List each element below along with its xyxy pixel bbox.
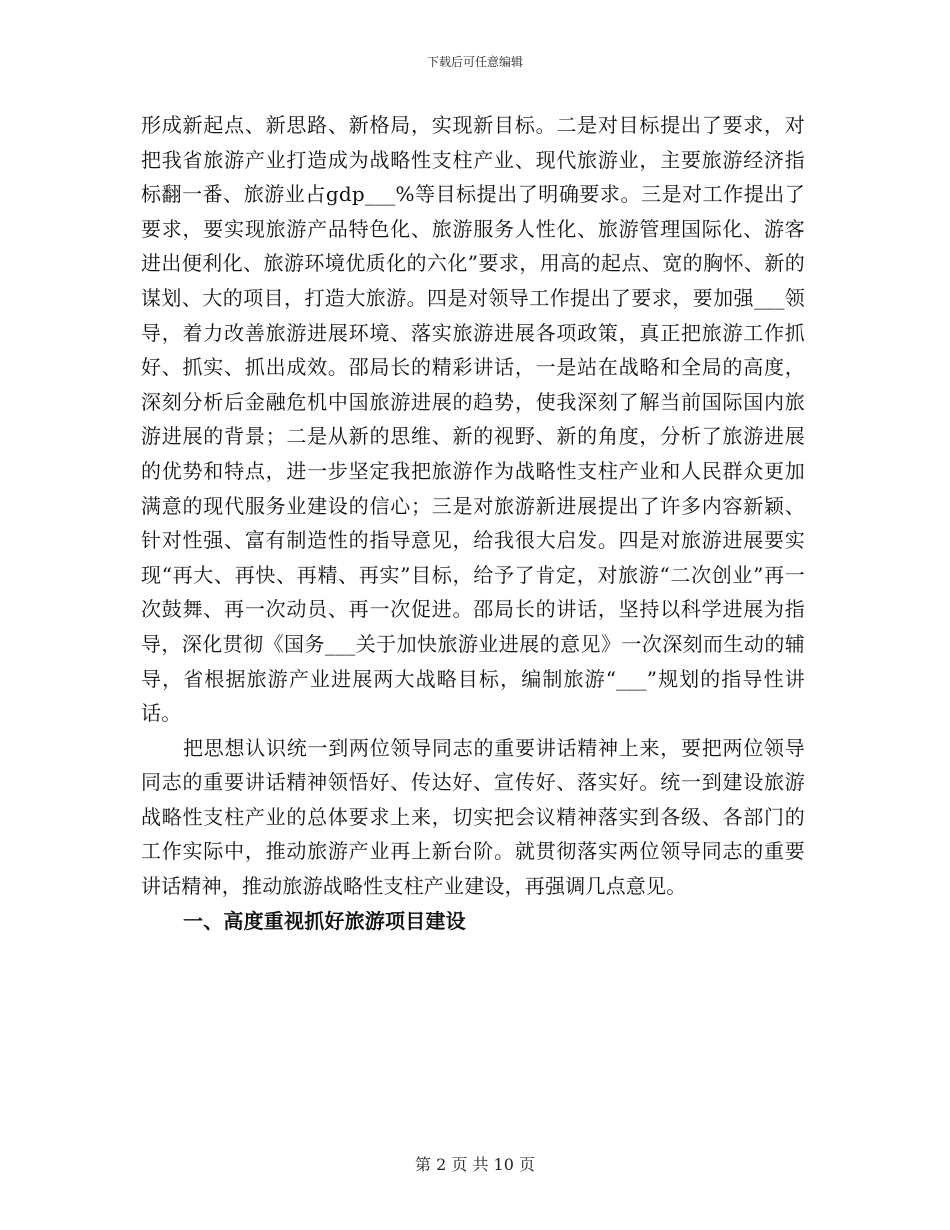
- page-number: 第 2 页 共 10 页: [415, 1155, 535, 1174]
- paragraph-2: 把思想认识统一到两位领导同志的重要讲话精神上来，要把两位领导同志的重要讲话精神领悟好、传达好、宣传好、落实好。统一到建设旅游战略性支柱产业的总体要求上来，切实把会议精神落实到各级、各部门的工作实际中，推动旅游产业再上新台阶。就贯彻落实两位领导同志的重要讲话精神，推动旅游战略性支柱产业建设，再强调几点意见。: [141, 735, 805, 899]
- section-heading: 一、高度重视抓好旅游项目建设: [183, 908, 466, 933]
- document-body: [141, 108, 805, 938]
- paragraph-1: 形成新起点、新思路、新格局，实现新目标。二是对目标提出了要求，对把我省旅游产业打造成为战略性支柱产业、现代旅游业，主要旅游经济指标翻一番、旅游业占gdp___%等目标提出了明确要求。三是对工作提出了要求，要实现旅游产品特色化、旅游服务人性化、旅游管理国际化、游客进出便利化、旅游环境优质化的六化”要求，用高的起点、宽的胸怀、新的谋划、大的项目，打造大旅游。四是对领导工作提出了要求，要加强___领导，着力改善旅游进展环境、落实旅游进展各项政策，真正把旅游工作抓好、抓实、抓出成效。邵局长的精彩讲话，一是站在战略和全局的高度，深刻分析后金融危机中国旅游进展的趋势，使我深刻了解当前国际国内旅游进展的背景；二是从新的思维、新的视野、新的角度，分析了旅游进展的优势和特点，进一步坚定我把旅游作为战略性支柱产业和人民群众更加满意的现代服务业建设的信心；三是对旅游新进展提出了许多内容新颖、针对性强、富有制造性的指导意见，给我很大启发。四是对旅游进展要实现“再大、再快、再精、再实”目标，给予了肯定，对旅游“二次创业”再一次鼓舞、再一次动员、再一次促进。邵局长的讲话，坚持以科学进展为指导，深化贯彻《国务___关于加快旅游业进展的意见》一次深刻而生动的辅导，省根据旅游产业进展两大战略目标，编制旅游“___”规划的指导性讲话。: [141, 113, 805, 726]
- page-header: 下载后可任意编辑: [426, 55, 523, 69]
